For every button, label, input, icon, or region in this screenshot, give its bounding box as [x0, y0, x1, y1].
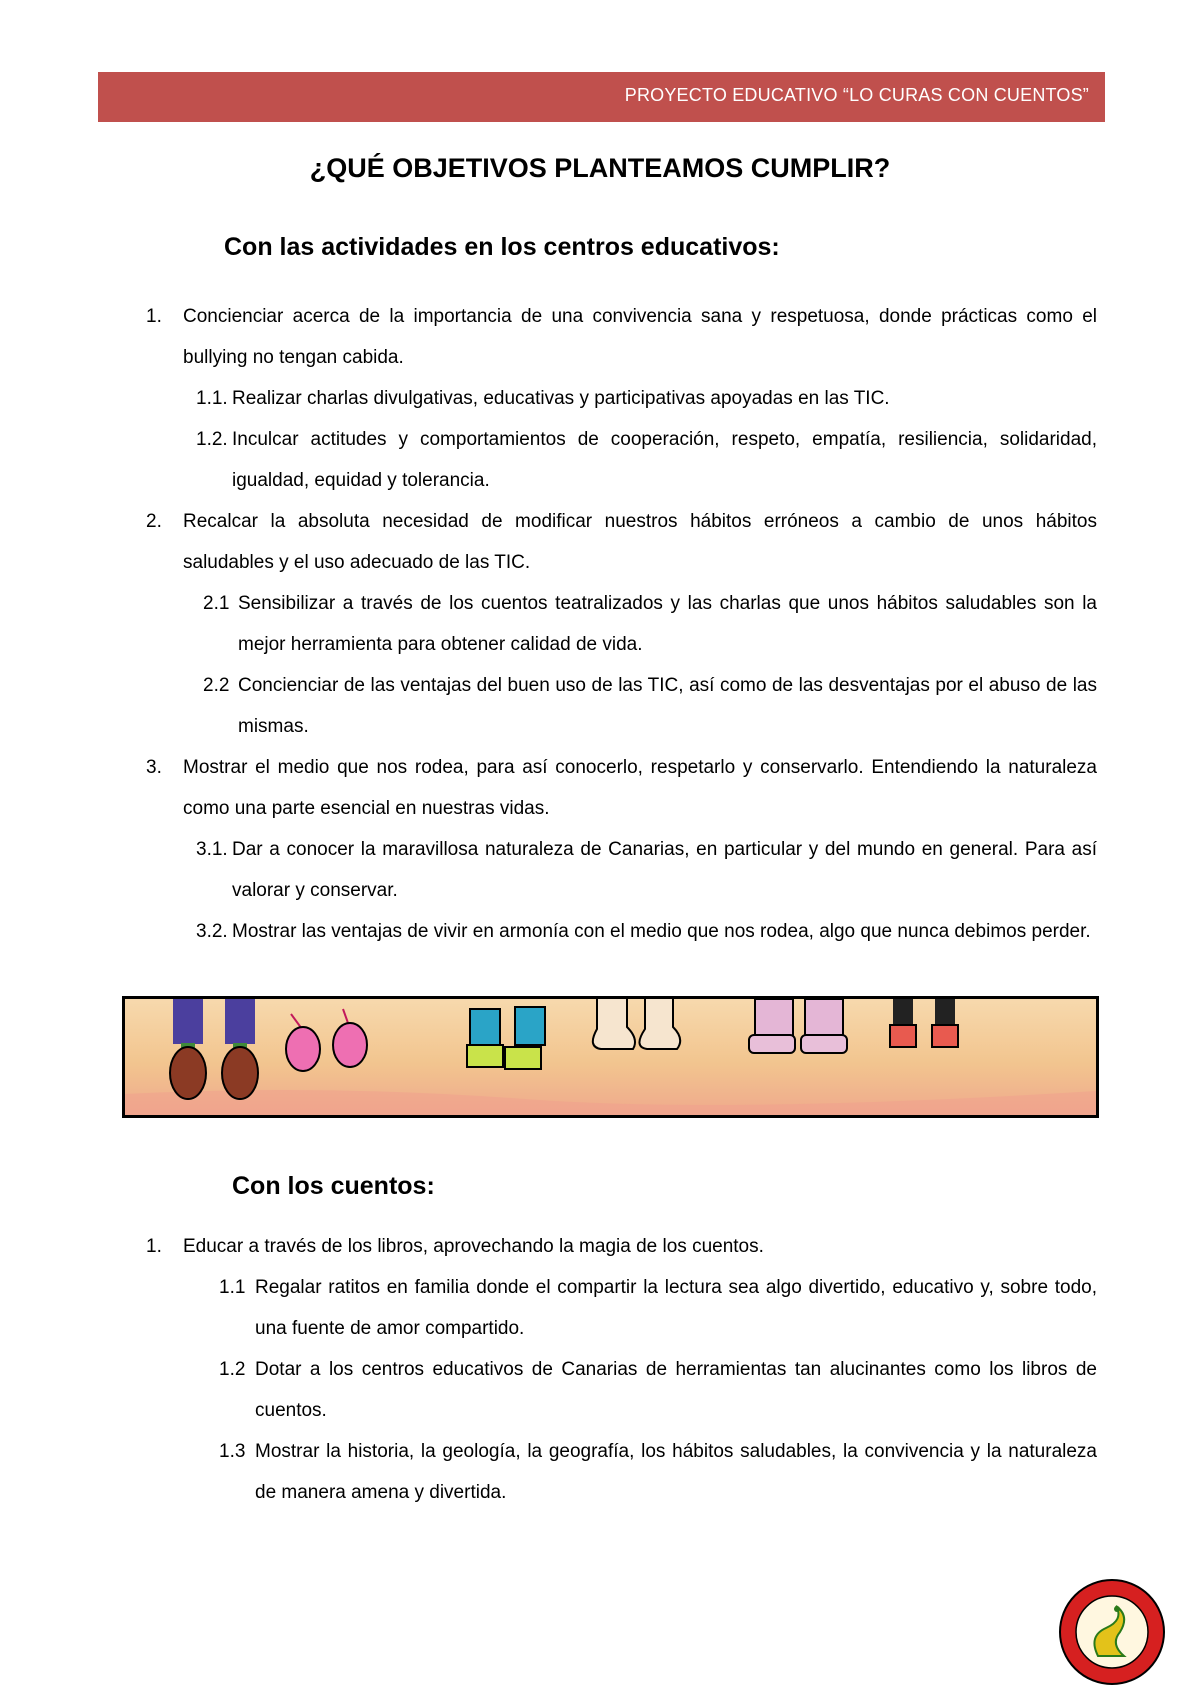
list-number: 1.: [146, 306, 162, 327]
list-number: 1.1: [219, 1277, 246, 1298]
list-text: Sensibilizar a través de los cuentos teatralizados y las charlas que unos hábitos saludables son la mejor herramienta para obtener calidad de vida.: [238, 593, 1097, 655]
list-subitem: [196, 419, 1097, 501]
list-text: Concienciar acerca de la importancia de una convivencia sana y respetuosa, donde prácticas como el bullying no tengan cabida.: [183, 306, 1097, 368]
list-number: 3.1.: [196, 839, 228, 860]
list-text: Realizar charlas divulgativas, educativas y participativas apoyadas en las TIC.: [232, 388, 890, 409]
list-subitem: [219, 1267, 1097, 1349]
list-text: Mostrar las ventajas de vivir en armonía con el medio que nos rodea, algo que nunca debimos perder.: [232, 921, 1091, 942]
feet-illustration: [125, 999, 1096, 1115]
list-text: Dar a conocer la maravillosa naturaleza de Canarias, en particular y del mundo en general. Para así valorar y conservar.: [232, 839, 1097, 901]
list-subitem: [196, 829, 1097, 911]
list-text: Regalar ratitos en familia donde el compartir la lectura sea algo divertido, educativo y, sobre todo, una fuente de amor compartido.: [255, 1277, 1097, 1339]
list-text: Mostrar la historia, la geología, la geografía, los hábitos saludables, la convivencia y la naturaleza de manera amena y divertida.: [255, 1441, 1097, 1503]
feet-illustration-banner: [122, 996, 1099, 1118]
list-text: Educar a través de los libros, aprovechando la magia de los cuentos.: [183, 1236, 764, 1257]
list-item: [146, 1226, 1097, 1267]
list-text: Recalcar la absoluta necesidad de modificar nuestros hábitos erróneos a cambio de unos hábitos saludables y el uso adecuado de las TIC.: [183, 511, 1097, 573]
section-heading-activities: Con las actividades en los centros educativos:: [224, 233, 780, 261]
list-subitem: [196, 378, 1097, 419]
list-number: 2.: [146, 511, 162, 532]
list-subitem: [203, 583, 1097, 665]
list-text: Inculcar actitudes y comportamientos de cooperación, respeto, empatía, resiliencia, solidaridad, igualdad, equidad y tolerancia.: [232, 429, 1097, 491]
section-heading-stories: Con los cuentos:: [232, 1172, 435, 1200]
list-number: 1.: [146, 1236, 162, 1257]
list-subitem: [196, 911, 1097, 952]
list-number: 1.2.: [196, 429, 228, 450]
list-subitem: [203, 665, 1097, 747]
list-subitem: [219, 1349, 1097, 1431]
list-text: Mostrar el medio que nos rodea, para así conocerlo, respetarlo y conservarlo. Entendiendo la naturaleza como una parte esencial en nuestras vidas.: [183, 757, 1097, 819]
list-number: 3.: [146, 757, 162, 778]
camp-logo: [1058, 1576, 1166, 1688]
list-number: 1.2: [219, 1359, 246, 1380]
list-item: [146, 501, 1097, 583]
page-title: ¿QUÉ OBJETIVOS PLANTEAMOS CUMPLIR?: [309, 153, 891, 183]
list-number: 1.3: [219, 1441, 246, 1462]
list-text: Dotar a los centros educativos de Canarias de herramientas tan alucinantes como los libros de cuentos.: [255, 1359, 1097, 1421]
header-project-name: PROYECTO EDUCATIVO “LO CURAS CON CUENTOS”: [624, 85, 1089, 105]
list-number: 1.1.: [196, 388, 228, 409]
list-number: 2.1: [203, 593, 230, 614]
list-text: Concienciar de las ventajas del buen uso de las TIC, así como de las desventajas por el abuso de las mismas.: [238, 675, 1097, 737]
list-subitem: [219, 1431, 1097, 1513]
list-item: [146, 296, 1097, 378]
header-band: [98, 72, 1105, 122]
list-number: 3.2.: [196, 921, 228, 942]
list-number: 2.2: [203, 675, 230, 696]
list-item: [146, 747, 1097, 829]
